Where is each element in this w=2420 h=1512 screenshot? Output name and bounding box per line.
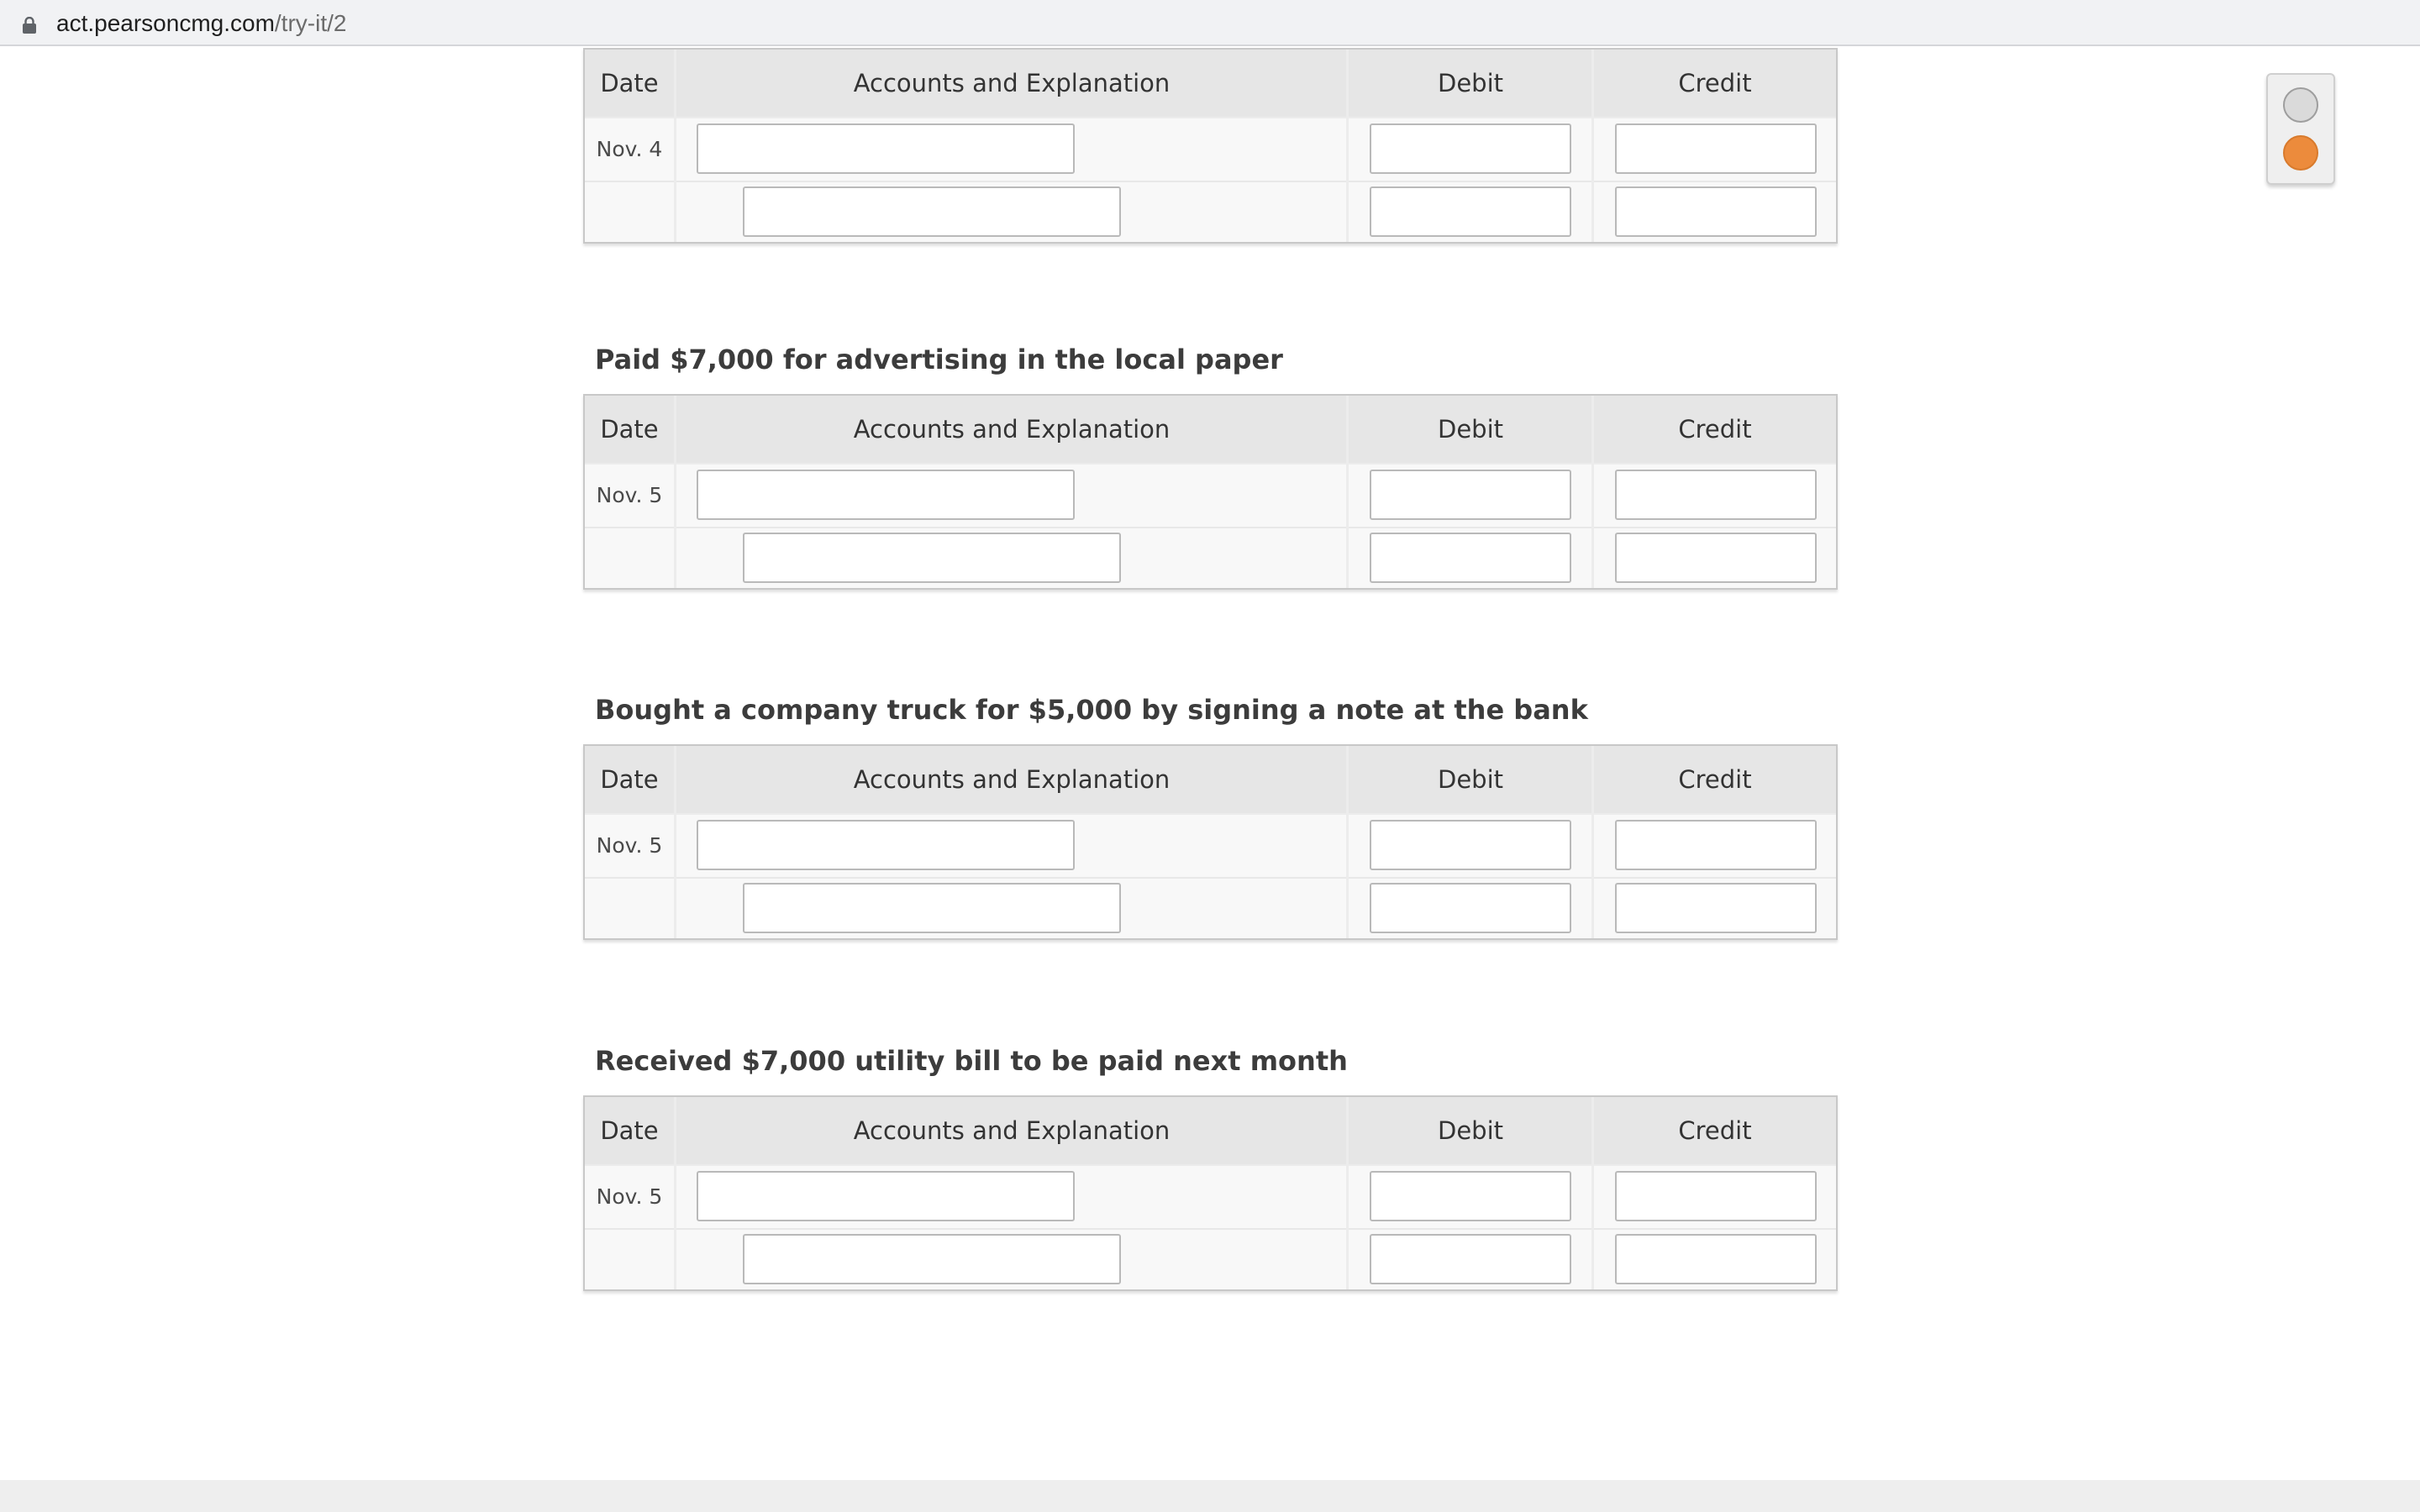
- bottom-bar: [0, 1480, 2420, 1512]
- url-path: /try-it/2: [274, 10, 347, 36]
- journal-entry-table: [583, 1095, 1838, 1291]
- credit-input[interactable]: [1615, 123, 1817, 174]
- entry-date: Nov. 4: [596, 137, 663, 161]
- account-input-debit[interactable]: [697, 470, 1075, 520]
- table-row: [585, 813, 1836, 877]
- debit-input[interactable]: [1370, 1171, 1571, 1221]
- debit-input[interactable]: [1370, 533, 1571, 583]
- table-header-row: [585, 746, 1836, 813]
- column-divider: [1591, 50, 1594, 242]
- column-divider: [1591, 396, 1594, 588]
- browser-address-bar[interactable]: [0, 0, 2420, 46]
- credit-input[interactable]: [1615, 186, 1817, 237]
- url-host: act.pearsoncmg.com: [56, 10, 275, 36]
- status-widget[interactable]: [2266, 73, 2335, 185]
- header-accounts: Accounts and Explanation: [853, 69, 1171, 97]
- debit-input[interactable]: [1370, 820, 1571, 870]
- header-debit: Debit: [1437, 69, 1503, 97]
- credit-input[interactable]: [1615, 1171, 1817, 1221]
- column-divider: [1591, 746, 1594, 938]
- account-input-debit[interactable]: [697, 123, 1075, 174]
- table-header-row: [585, 1097, 1836, 1164]
- journal-entry-table: [583, 394, 1838, 590]
- credit-input[interactable]: [1615, 470, 1817, 520]
- credit-input[interactable]: [1615, 883, 1817, 933]
- column-divider: [674, 746, 676, 938]
- table-row: [585, 527, 1836, 588]
- header-credit: Credit: [1678, 1116, 1752, 1145]
- journal-entry-table: [583, 48, 1838, 244]
- lock-icon: [22, 17, 37, 34]
- grey-status-dot-icon[interactable]: [2283, 87, 2318, 123]
- header-accounts: Accounts and Explanation: [853, 1116, 1171, 1145]
- debit-input[interactable]: [1370, 123, 1571, 174]
- table-row: [585, 463, 1836, 527]
- account-input-debit[interactable]: [697, 820, 1075, 870]
- debit-input[interactable]: [1370, 470, 1571, 520]
- header-date: Date: [600, 69, 659, 97]
- column-divider: [1346, 396, 1349, 588]
- table-row: [585, 877, 1836, 938]
- page-content: [0, 48, 2420, 1480]
- header-date: Date: [600, 765, 659, 794]
- table-row: [585, 1164, 1836, 1228]
- header-date: Date: [600, 1116, 659, 1145]
- table-row: [585, 181, 1836, 242]
- column-divider: [1591, 1097, 1594, 1289]
- table-header-row: [585, 50, 1836, 117]
- debit-input[interactable]: [1370, 883, 1571, 933]
- header-credit: Credit: [1678, 69, 1752, 97]
- orange-status-dot-icon[interactable]: [2283, 135, 2318, 171]
- column-divider: [674, 1097, 676, 1289]
- entry-date: Nov. 5: [596, 483, 663, 507]
- header-accounts: Accounts and Explanation: [853, 415, 1171, 444]
- header-date: Date: [600, 415, 659, 444]
- header-credit: Credit: [1678, 415, 1752, 444]
- table-row: [585, 117, 1836, 181]
- account-input-credit[interactable]: [743, 186, 1121, 237]
- entry-date: Nov. 5: [596, 1184, 663, 1209]
- credit-input[interactable]: [1615, 533, 1817, 583]
- credit-input[interactable]: [1615, 820, 1817, 870]
- column-divider: [1346, 746, 1349, 938]
- header-accounts: Accounts and Explanation: [853, 765, 1171, 794]
- header-debit: Debit: [1437, 765, 1503, 794]
- table-row: [585, 1228, 1836, 1289]
- column-divider: [1346, 1097, 1349, 1289]
- header-credit: Credit: [1678, 765, 1752, 794]
- column-divider: [1346, 50, 1349, 242]
- header-debit: Debit: [1437, 1116, 1503, 1145]
- account-input-credit[interactable]: [743, 883, 1121, 933]
- entry-date: Nov. 5: [596, 833, 663, 858]
- entry-title: Received $7,000 utility bill to be paid next month: [595, 1045, 1348, 1077]
- column-divider: [674, 396, 676, 588]
- table-header-row: [585, 396, 1836, 463]
- header-debit: Debit: [1437, 415, 1503, 444]
- column-divider: [674, 50, 676, 242]
- entry-title: Bought a company truck for $5,000 by signing a note at the bank: [595, 694, 1588, 726]
- debit-input[interactable]: [1370, 186, 1571, 237]
- account-input-credit[interactable]: [743, 1234, 1121, 1284]
- account-input-debit[interactable]: [697, 1171, 1075, 1221]
- debit-input[interactable]: [1370, 1234, 1571, 1284]
- entry-title: Paid $7,000 for advertising in the local paper: [595, 344, 1283, 375]
- account-input-credit[interactable]: [743, 533, 1121, 583]
- url-text[interactable]: [56, 9, 346, 38]
- journal-entry-table: [583, 744, 1838, 940]
- credit-input[interactable]: [1615, 1234, 1817, 1284]
